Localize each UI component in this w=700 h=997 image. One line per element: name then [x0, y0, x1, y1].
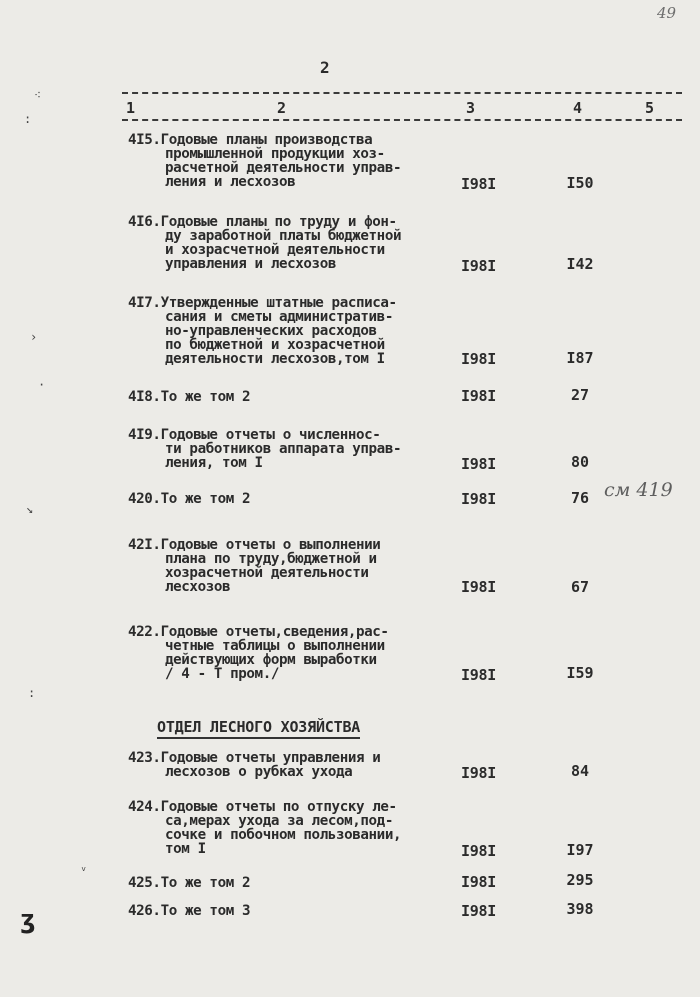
entry-417-count: I87	[566, 349, 594, 367]
entry-416-count: I42	[566, 255, 594, 273]
entry-426-count: 398	[566, 900, 594, 918]
entry-418-count: 27	[570, 386, 590, 404]
entry-425-year: I98I	[461, 873, 496, 891]
entry-423-year: I98I	[461, 764, 496, 782]
binding-mark: :	[24, 112, 32, 126]
binding-mark: ·	[38, 378, 46, 392]
entry-421-year: I98I	[461, 578, 496, 596]
entry-420-count: 76	[570, 489, 590, 507]
column-header-2: 2	[277, 99, 287, 117]
binding-mark: ᵥ	[80, 860, 88, 874]
entry-421: 42I.Годовые отчеты о выполнении плана по труду,бюджетной и хозрасчетной деятельности лесхозов	[128, 537, 381, 595]
entry-423: 423.Годовые отчеты управления и лесхозов о рубках ухода	[128, 750, 381, 780]
entry-417: 4I7.Утвержденные штатные расписа- сания и сметы административ- но-управленческих расходов по бюджетной и хозрасчетной деятельности лесхозов,том I	[128, 295, 397, 367]
header-rule-bottom	[122, 119, 682, 121]
entry-419: 4I9.Годовые отчеты о численнос- ти работников аппарата управ- ления, том I	[128, 427, 402, 471]
entry-415-year: I98I	[461, 175, 496, 193]
entry-419-count: 80	[570, 453, 590, 471]
entry-424: 424.Годовые отчеты по отпуску ле- са,мерах ухода за лесом,под- сочке и побочном пользовании, том I	[128, 799, 402, 857]
entry-423-count: 84	[570, 762, 590, 780]
column-header-3: 3	[466, 99, 476, 117]
entry-418: 4I8.То же том 2	[128, 389, 251, 405]
column-header-5: 5	[645, 99, 655, 117]
entry-426-year: I98I	[461, 902, 496, 920]
header-rule-top	[122, 92, 682, 94]
entry-416: 4I6.Годовые планы по труду и фон- ду заработной платы бюджетной и хозрасчетной деятельности управления и лесхозов	[128, 214, 402, 272]
entry-420: 420.То же том 2	[128, 491, 251, 507]
entry-416-year: I98I	[461, 257, 496, 275]
entry-415: 4I5.Годовые планы производства промышленной продукции хоз- расчетной деятельности управ- ления и лесхозов	[128, 132, 402, 190]
sheet-number: 49	[657, 4, 677, 22]
binding-mark: ↘	[26, 502, 34, 516]
binding-mark: ›	[30, 330, 38, 344]
handwritten-cross-reference: см 419	[604, 479, 673, 501]
entry-419-year: I98I	[461, 455, 496, 473]
entry-426: 426.То же том 3	[128, 903, 251, 919]
entry-422: 422.Годовые отчеты,сведения,рас- четные таблицы о выполнении действующих форм выработки / 4 - Т пром./	[128, 624, 389, 682]
section-heading: ОТДЕЛ ЛЕСНОГО ХОЗЯЙСТВА	[157, 718, 360, 739]
entry-421-count: 67	[570, 578, 590, 596]
entry-424-count: I97	[566, 841, 594, 859]
entry-418-year: I98I	[461, 387, 496, 405]
column-header-1: 1	[126, 99, 136, 117]
entry-420-year: I98I	[461, 490, 496, 508]
entry-425-count: 295	[566, 871, 594, 889]
entry-422-count: I59	[566, 664, 594, 682]
entry-425: 425.То же том 2	[128, 875, 251, 891]
entry-422-year: I98I	[461, 666, 496, 684]
binding-mark: :	[28, 686, 36, 700]
page-number: 2	[320, 58, 330, 77]
margin-hook-mark: ʒ	[20, 905, 36, 935]
binding-mark: ⁖	[34, 88, 42, 102]
entry-415-count: I50	[566, 174, 594, 192]
entry-424-year: I98I	[461, 842, 496, 860]
entry-417-year: I98I	[461, 350, 496, 368]
column-header-4: 4	[573, 99, 583, 117]
